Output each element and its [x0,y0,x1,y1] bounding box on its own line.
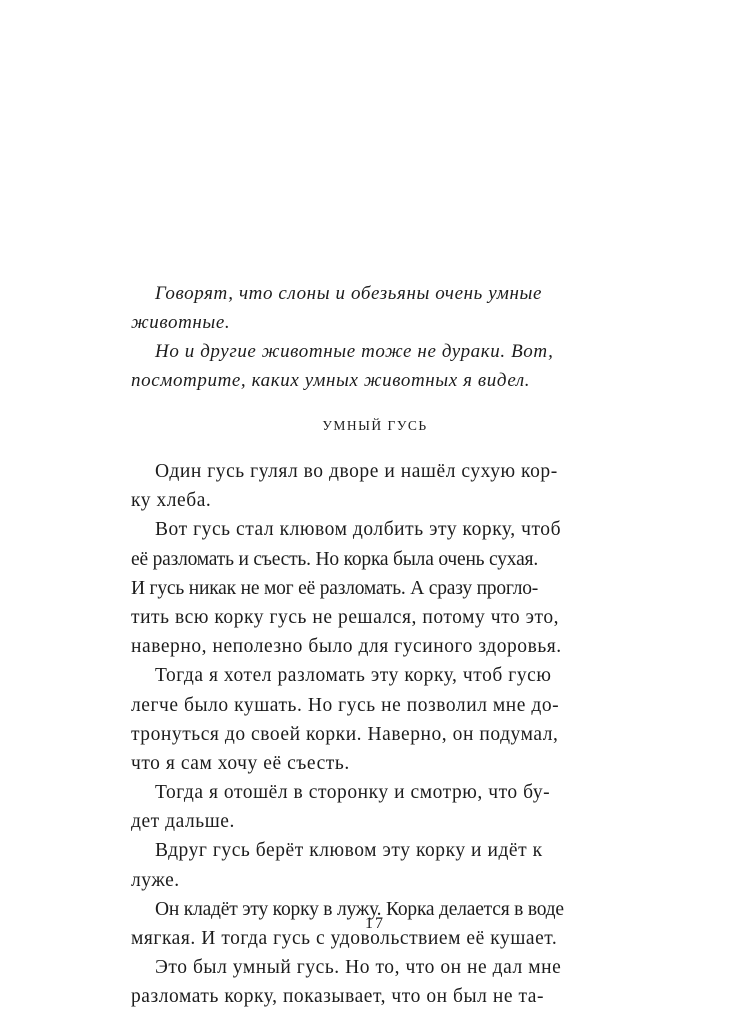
story-line: мягкая. И тогда гусь с удовольствием её кушает. [131,928,558,949]
story-line: что я сам хочу её съесть. [131,752,350,774]
intro-paragraphs [131,279,595,395]
story-line: дет дальше. [131,811,235,833]
intro-line: животные. [131,312,231,333]
chapter-title: УМНЫЙ ГУСЬ [322,418,428,433]
story-line: тронуться до своей корки. Наверно, он подумал, [131,723,559,745]
story-line: тить всю корку гусь не решался, потому что это, [131,606,560,628]
story-line: Тогда я хотел разломать эту корку, чтоб гусю [155,665,552,687]
page-number: 17 [365,915,385,932]
intro-line: Но и другие животные тоже не дураки. Вот, [155,341,554,362]
story-line: Тогда я отошёл в сторонку и смотрю, что бу- [155,782,551,804]
story-line: наверно, неполезно было для гусиного здоровья. [131,636,562,658]
story-line: ку хлеба. [131,490,212,512]
story-line: Вот гусь стал клювом долбить эту корку, чтоб [155,519,562,541]
story-line: Он кладёт эту корку в лужу. Корка делается в воде [155,898,564,920]
story-line: Вдруг гусь берёт клювом эту корку и идёт к [155,840,543,862]
story-line: Один гусь гулял во дворе и нашёл сухую кор- [155,461,558,482]
story-line: Это был умный гусь. Но то, что он не дал мне [155,957,562,979]
story-line: луже. [131,869,180,891]
story-line: её разломать и съесть. Но корка была очень сухая. [131,548,538,570]
intro-line: посмотрите, каких умных животных я видел. [131,370,531,391]
story-line: разломать корку, показывает, что он был не та- [131,986,545,1008]
story-line: легче было кушать. Но гусь не позволил мне до- [131,694,560,716]
story-line: И гусь никак не мог её разломать. А сразу прогло- [131,577,539,599]
intro-line: Говорят, что слоны и обезьяны очень умные [155,283,543,304]
